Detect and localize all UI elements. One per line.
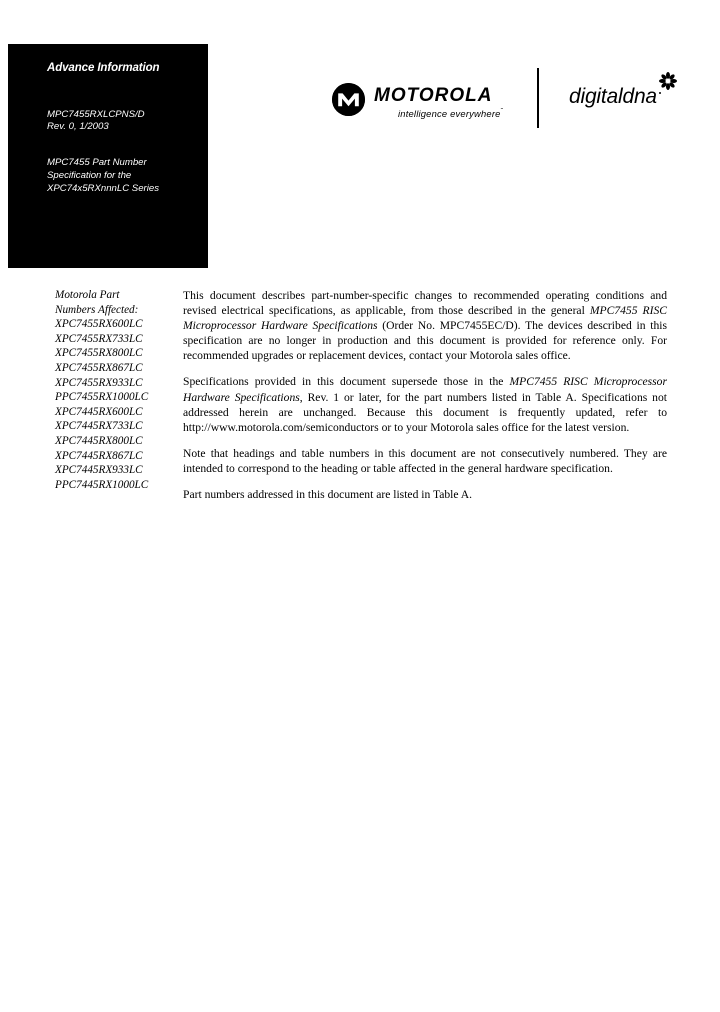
motorola-wordmark-group bbox=[374, 82, 503, 119]
motorola-logo bbox=[332, 82, 503, 119]
affected-part-numbers-column bbox=[55, 288, 175, 492]
list-item: XPC7455RX733LC bbox=[55, 332, 143, 345]
body-paragraph-4: Part numbers addressed in this document are listed in Table A. bbox=[183, 488, 473, 502]
motorola-tagline-mark: ˜ bbox=[500, 109, 503, 115]
body-paragraph-1-title-reference: MPC7455 RISC Microprocessor Hardware Specifications bbox=[183, 304, 668, 333]
body-paragraph-1-segment-1: This document describes part-number-specific changes to recommended operating conditions and revised electrical specifications, as applicable, from those described in the general bbox=[183, 289, 667, 318]
document-body bbox=[183, 288, 667, 502]
logo-divider bbox=[537, 68, 539, 128]
list-item: PPC7455RX1000LC bbox=[55, 391, 149, 404]
document-number: MPC7455RXLCPNS/D bbox=[47, 108, 145, 120]
affected-part-numbers-heading bbox=[55, 288, 175, 317]
list-item: XPC7445RX733LC bbox=[55, 420, 143, 433]
digitaldna-dot bbox=[659, 92, 662, 95]
list-item: XPC7455RX800LC bbox=[55, 347, 143, 360]
digitaldna-wordmark-dna: dna bbox=[622, 85, 657, 108]
motorola-batwing-icon bbox=[332, 83, 365, 116]
body-paragraph-2-segment-2: , Rev. 1 or later, for the part numbers listed in Table A. Specifications not addressed herein are unchanged. Because this document is frequently updated, refer to http://www.motorola.com/semiconductors or to your Motorola sales office for the latest version. bbox=[183, 390, 667, 434]
affected-part-numbers-heading-line-2: Numbers Affected: bbox=[55, 303, 139, 316]
document-number-block bbox=[47, 109, 194, 134]
body-paragraph-1 bbox=[183, 288, 667, 363]
list-item: PPC7445RX1000LC bbox=[55, 478, 149, 491]
list-item: XPC7455RX933LC bbox=[55, 376, 143, 389]
document-subject-line-1: MPC7455 Part Number bbox=[47, 156, 147, 168]
document-subject-line-3: XPC74x5RXnnnLC Series bbox=[47, 182, 159, 194]
affected-part-numbers-heading-line-1: Motorola Part bbox=[55, 289, 120, 301]
motorola-wordmark: MOTOROLA bbox=[374, 85, 493, 106]
body-paragraph-1-segment-2: (Order No. MPC7455EC/D). The devices described in this specification are no longer in production and this document is provided for reference only. For recommended upgrades or replacement devices, contact your Motorola sales office. bbox=[183, 319, 667, 363]
advance-information-header-block bbox=[8, 44, 208, 268]
digitaldna-starburst-icon bbox=[659, 72, 677, 90]
list-item: XPC7445RX800LC bbox=[55, 434, 143, 447]
digitaldna-logo bbox=[569, 86, 661, 108]
document-subject-line-2: Specification for the bbox=[47, 169, 132, 181]
body-paragraph-2-segment-1: Specifications provided in this document supersede those in the bbox=[183, 375, 510, 389]
body-paragraph-2 bbox=[183, 374, 667, 434]
motorola-tagline bbox=[398, 109, 503, 119]
body-paragraph-2-title-reference: MPC7455 RISC Microprocessor Hardware Specifications bbox=[183, 375, 667, 404]
brand-logo-lockup bbox=[332, 68, 684, 130]
part-number-list bbox=[55, 317, 175, 492]
document-revision: Rev. 0, 1/2003 bbox=[47, 121, 109, 133]
digitaldna-wordmark-digital: digital bbox=[569, 85, 623, 108]
motorola-tagline-text: intelligence everywhere bbox=[398, 108, 501, 120]
advance-information-label: Advance Information bbox=[47, 62, 160, 74]
list-item: XPC7455RX600LC bbox=[55, 318, 143, 331]
document-subject-block bbox=[47, 157, 194, 195]
list-item: XPC7445RX933LC bbox=[55, 464, 143, 477]
body-paragraph-3: Note that headings and table numbers in this document are not consecutively numbered. They are intended to correspond to the heading or table affected in the general hardware specification. bbox=[183, 446, 667, 475]
list-item: XPC7445RX867LC bbox=[55, 449, 143, 462]
list-item: XPC7445RX600LC bbox=[55, 405, 143, 418]
list-item: XPC7455RX867LC bbox=[55, 361, 143, 374]
